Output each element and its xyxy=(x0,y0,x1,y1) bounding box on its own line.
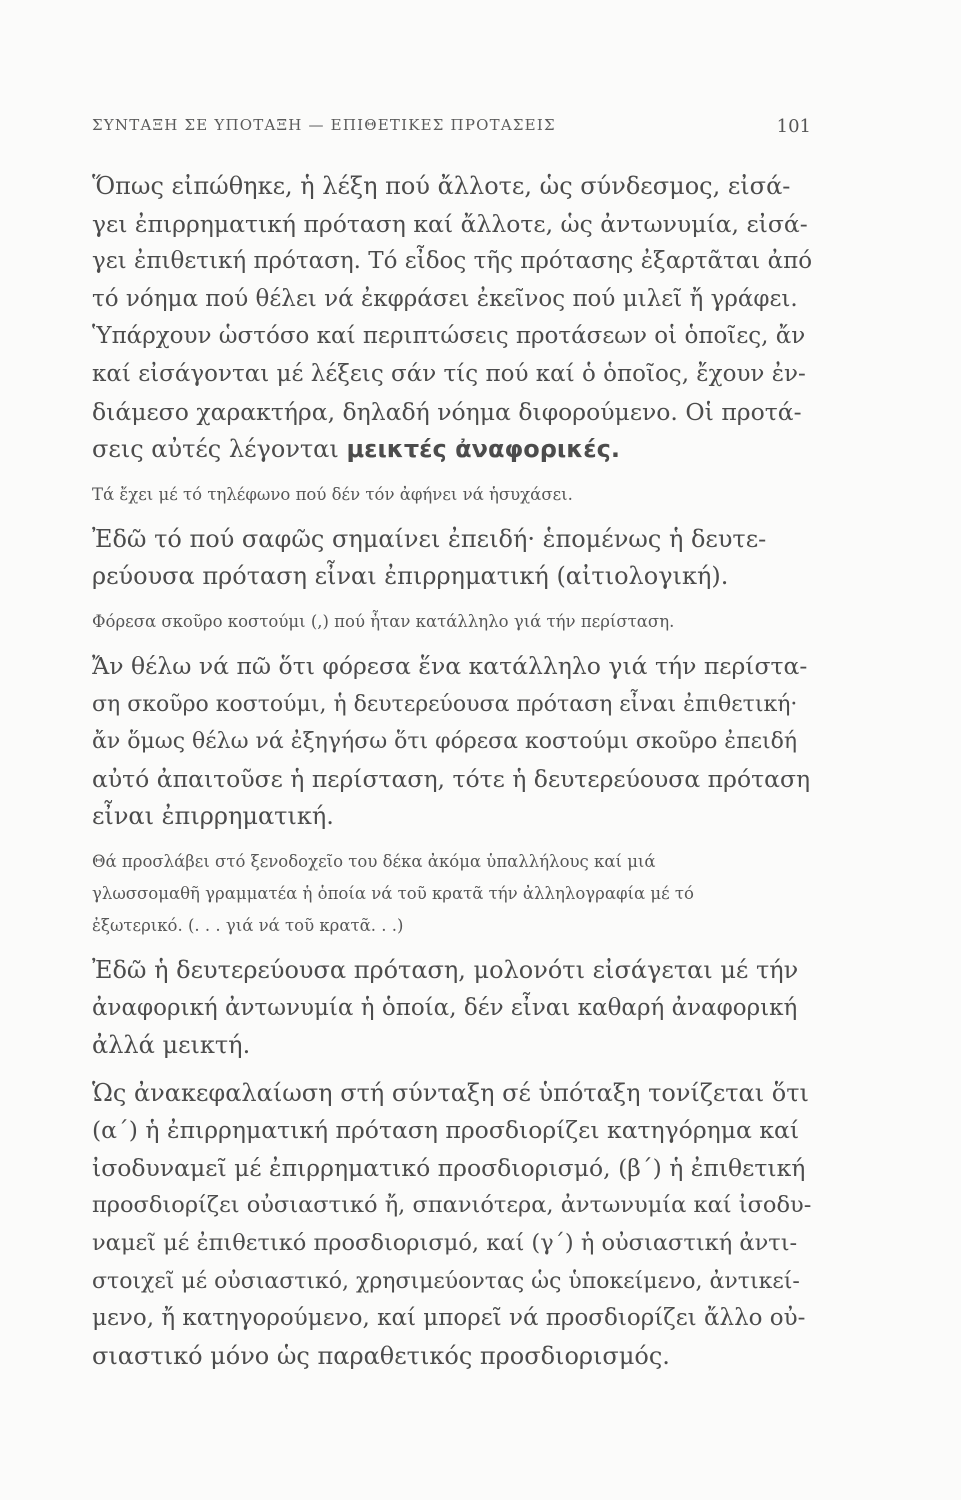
text-line: Ὅπως εἰπώθηκε, ἡ λέξη πού ἄλλοτε, ὡς σύνδεσμος, εἰσά- xyxy=(92,172,791,200)
text-line: αὐτό ἀπαιτοῦσε ἡ περίσταση, τότε ἡ δευτερεύουσα πρόταση xyxy=(92,764,811,793)
text-line xyxy=(92,431,812,469)
text-line: καί εἰσάγονται μέ λέξεις σάν τίς πού καί ὁ ὁποῖος, ἔχουν ἐν- xyxy=(92,360,806,387)
text-line: ἀναφορική ἀντωνυμία ἡ ὁποία, δέν εἶναι καθαρή ἀναφορική xyxy=(92,994,798,1021)
text-line: Ἐδῶ ἡ δευτερεύουσα πρόταση, μολονότι εἰσάγεται μέ τήν xyxy=(92,955,799,984)
text-line: γει ἐπιθετική πρόταση. Τό εἶδος τῆς πρότασης ἐξαρτᾶται ἀπό xyxy=(92,248,813,275)
text-line: προσδιορίζει οὐσιαστικό ἤ, σπανιότερα, ἀντωνυμία καί ἰσοδυ- xyxy=(92,1192,812,1219)
text-line: διάμεσο χαρακτήρα, δηλαδή νόημα διφορούμενο. Οἱ προτά- xyxy=(92,397,802,426)
text-line: ἀλλά μεικτή. xyxy=(92,1031,251,1060)
text-line: ἐξωτερικό. (. . . γιά νά τοῦ κρατᾶ. . .) xyxy=(92,915,404,935)
text-line: γλωσσομαθῆ γραμματέα ἡ ὁποία νά τοῦ κρατᾶ τήν ἀλληλογραφία μέ τό xyxy=(92,883,694,903)
text-line: Ἄν θέλω νά πῶ ὅτι φόρεσα ἕνα κατάλληλο γιά τήν περίστα- xyxy=(92,651,808,680)
paragraph-2 xyxy=(92,521,812,596)
example-2: Φόρεσα σκοῦρο κοστούμι (,) πού ἦταν κατάλληλο γιά τήν περίσταση. xyxy=(92,611,675,631)
paragraph-4 xyxy=(92,952,812,1065)
paragraph-3 xyxy=(92,648,812,836)
text-line: ναμεῖ μέ ἐπιθετικό προσδιορισμό, καί (γ΄) ἡ οὐσιαστική ἀντι- xyxy=(92,1230,798,1257)
text-line: ἄν ὅμως θέλω νά ἐξηγήσω ὅτι φόρεσα κοστούμι σκοῦρο ἐπειδή xyxy=(92,729,798,755)
running-header: ΣΥΝΤΑΞΗ ΣΕ ΥΠΟΤΑΞΗ — ΕΠΙΘΕΤΙΚΕΣ ΠΡΟΤΑΣΕΙΣ xyxy=(92,116,556,134)
text-line: σιαστικό μόνο ὡς παραθετικός προσδιορισμός. xyxy=(92,1341,670,1370)
text-line: γει ἐπιρρηματική πρόταση καί ἄλλοτε, ὡς ἀντωνυμία, εἰσά- xyxy=(92,209,808,238)
text-line: στοιχεῖ μέ οὐσιαστικό, χρησιμεύοντας ὡς ὑποκείμενο, ἀντικεί- xyxy=(92,1268,800,1294)
page-number: 101 xyxy=(776,116,811,137)
text-line: Ἐδῶ τό πού σαφῶς σημαίνει ἐπειδή· ἑπομένως ἡ δευτε- xyxy=(92,524,767,553)
text-line: Θά προσλάβει στό ξενοδοχεῖο του δέκα ἀκόμα ὑπαλλήλους καί μιά xyxy=(92,851,656,871)
text-line: τό νόημα πού θέλει νά ἐκφράσει ἐκεῖνος πού μιλεῖ ἤ γράφει. xyxy=(92,285,798,312)
text-line: Ὑπάρχουν ὡστόσο καί περιπτώσεις προτάσεων οἱ ὁποῖες, ἄν xyxy=(92,323,806,350)
text-line: ση σκοῦρο κοστούμι, ἡ δευτερεύουσα πρόταση εἶναι ἐπιθετική· xyxy=(92,691,798,717)
text-line: ρεύουσα πρόταση εἶναι ἐπιρρηματική (αἰτιολογική). xyxy=(92,562,729,591)
paragraph-1 xyxy=(92,168,812,469)
text-line: εἶναι ἐπιρρηματική. xyxy=(92,802,334,831)
page-body xyxy=(92,168,812,1375)
text-line: (α΄) ἡ ἐπιρρηματική πρόταση προσδιορίζει κατηγόρημα καί xyxy=(92,1116,800,1145)
text-line: Ὡς ἀνακεφαλαίωση στή σύνταξη σέ ὑπόταξη τονίζεται ὅτι xyxy=(92,1078,809,1107)
text-segment: σεις αὐτές λέγονται xyxy=(92,435,347,464)
text-line: ἰσοδυναμεῖ μέ ἐπιρρηματικό προσδιορισμό, (β΄) ἡ ἐπιθετική xyxy=(92,1153,806,1182)
text-line: μενο, ἤ κατηγορούμενο, καί μπορεῖ νά προσδιορίζει ἄλλο οὐ- xyxy=(92,1305,806,1332)
bold-term: μεικτές ἀναφορικές. xyxy=(346,435,620,464)
paragraph-5 xyxy=(92,1075,812,1376)
example-1: Τά ἔχει μέ τό τηλέφωνο πού δέν τόν ἀφήνει νά ἡσυχάσει. xyxy=(92,484,573,504)
example-3 xyxy=(92,846,812,942)
